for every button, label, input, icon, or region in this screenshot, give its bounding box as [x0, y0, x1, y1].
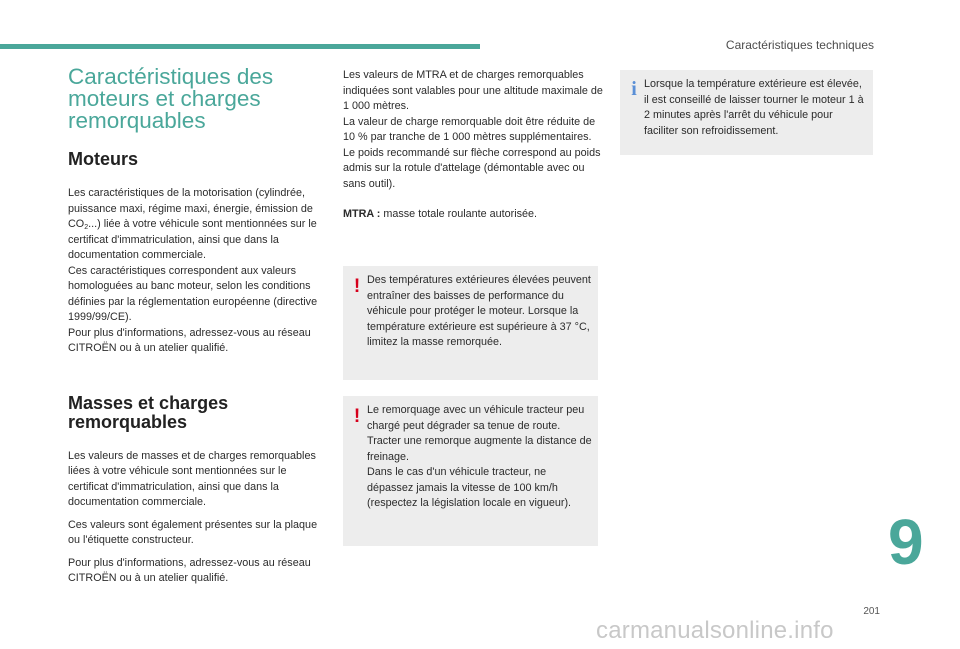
header-title: Caractéristiques techniques	[725, 38, 874, 52]
page-title-line: moteurs et charges	[68, 86, 261, 111]
mtra-paragraph-2: La valeur de charge remorquable doit être réduite de 10 % par tranche de 1 000 mètres supplémentaires.	[343, 115, 596, 143]
info-text: Lorsque la température extérieure est élevée, il est conseillé de laisser tourner le moteur 1 à 2 minutes après l'arrêt du véhicule pour faciliter son refroidissement.	[644, 78, 864, 137]
page-title-line: Caractéristiques des	[68, 64, 274, 89]
moteurs-paragraph-3: Pour plus d'informations, adressez-vous au réseau CITROËN ou à un atelier qualifié.	[68, 326, 311, 354]
chapter-number: 9	[888, 506, 924, 578]
subscript: 2	[84, 224, 89, 231]
section-title-moteurs: Moteurs	[68, 149, 139, 169]
warning-box-temperature	[343, 266, 598, 380]
info-box-cooling	[620, 70, 873, 155]
mtra-definition-text: masse totale roulante autorisée.	[380, 208, 538, 220]
warning-exclamation-icon: !	[353, 406, 361, 427]
column-middle	[343, 68, 603, 223]
text-span: Les caractéristiques de la motorisation (cylindrée, puissance maxi, régime maxi, énergie, émission de CO	[68, 187, 313, 230]
mtra-paragraph-1: Les valeurs de MTRA et de charges remorquables indiquées sont valables pour une altitude maximale de 1 000 mètres.	[343, 69, 603, 112]
mtra-definition	[343, 207, 603, 223]
page-title-line: remorquables	[68, 108, 206, 133]
warning-text	[367, 403, 594, 512]
info-i-icon: i	[631, 78, 637, 100]
mtra-term: MTRA :	[343, 208, 381, 220]
warning-line: Le remorquage avec un véhicule tracteur peu chargé peut dégrader sa tenue de route.	[367, 404, 585, 432]
mtra-paragraph-3: Le poids recommandé sur flèche correspond au poids admis sur la rotule d'attelage (démontable avec ou sans outil).	[343, 146, 601, 190]
column-left	[68, 66, 320, 587]
warning-line: Tracter une remorque augmente la distance de freinage.	[367, 435, 592, 463]
section-title-line: remorquables	[68, 411, 188, 432]
masses-paragraph-2: Ces valeurs sont également présentes sur la plaque ou l'étiquette constructeur.	[68, 518, 318, 546]
page-number: 201	[863, 606, 880, 617]
moteurs-paragraph-1	[68, 186, 320, 264]
warning-box-towing	[343, 396, 598, 546]
masses-paragraph-3: Pour plus d'informations, adressez-vous au réseau CITROËN ou à un atelier qualifié.	[68, 556, 311, 584]
header-accent-bar	[0, 44, 480, 49]
warning-line: Dans le cas d'un véhicule tracteur, ne dépassez jamais la vitesse de 100 km/h (respectez la législation locale en vigueur).	[367, 466, 572, 509]
page-title	[68, 66, 320, 132]
section-title-line: Masses et charges	[68, 392, 229, 413]
moteurs-paragraph-2: Ces caractéristiques correspondent aux valeurs homologuées au banc moteur, selon les conditions définies par la réglementation européenne (directive 1999/99/CE).	[68, 264, 318, 323]
warning-exclamation-icon: !	[353, 276, 361, 297]
masses-paragraph-1: Les valeurs de masses et de charges remorquables liées à votre véhicule sont mentionnées sur le certificat d'immatriculation, ainsi que dans la documentation commerciale.	[68, 449, 316, 508]
section-title-masses	[68, 394, 320, 432]
warning-text: Des températures extérieures élevées peuvent entraîner des baisses de performance du véhicule pour protéger le moteur. Lorsque la température extérieure est supérieure à 37 °C, limitez la masse remorquée.	[367, 274, 591, 348]
text-span: ...) liée à votre véhicule sont mentionnées sur le certificat d'immatriculation, ainsi que dans la documentation commerciale.	[68, 218, 317, 261]
watermark: carmanualsonline.info	[596, 617, 834, 644]
